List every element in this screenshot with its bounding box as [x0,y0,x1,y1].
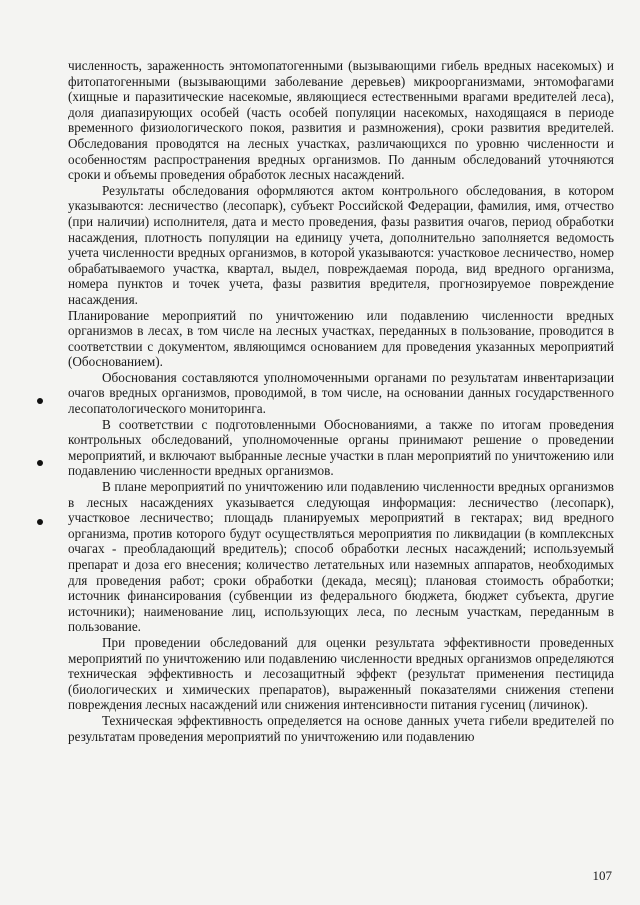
margin-bullet-dot [37,519,43,525]
paragraph: В соответствии с подготовленными Обоснованиями, а также по итогам проведения контрольных обследований, уполномоченные органы принимают решение о проведении мероприятий, и включают выбранные лесные участки в план мероприятий по уничтожению или подавлению численности вредных организмов. [68,416,614,479]
paragraph: Техническая эффективность определяется на основе данных учета гибели вредителей по результатам проведения мероприятий по уничтожению или подавлению [68,712,614,744]
paragraph: Результаты обследования оформляются актом контрольного обследования, в котором указываются: лесничество (лесопарк), субъект Российской Федерации, фамилия, имя, отчество (при наличии) исполнителя, дата и место проведения, фазы развития очагов, период обработки насаждения, плотность популяции на единицу учета, дополнительно заполняется ведомость учета численности вредных организмов, в которой указываются: участковое лесничество, номер обрабатываемого участка, квартал, выдел, повреждаемая порода, вид вредного организма, номера пунктов и точек учета, фазы развития вредителя, прогнозируемое повреждение насаждения. [68,182,614,307]
paragraph: В плане мероприятий по уничтожению или подавлению численности вредных организмов в лесных насаждениях указывается следующая информация: лесничество (лесопарк), участковое лесничество; площадь планируемых мероприятий в гектарах; вид вредного организма, против которого будут осуществляться мероприятия по ликвидации (в комплексных очагах - преобладающий вредитель); способ обработки лесных насаждений; используемый препарат и доза его внесения; количество летательных или наземных аппаратов, необходимых для проведения работ; сроки обработки (декада, месяц); плановая стоимость обработки; источник финансирования (субвенции из федерального бюджета, бюджет субъекта, другие источники); наименование лиц, использующих леса, по лесным участкам, переданным в пользование. [68,479,614,635]
page-number: 107 [592,868,612,883]
paragraph: Планирование мероприятий по уничтожению или подавлению численности вредных организмов в лесах, в том числе на лесных участках, переданных в пользование, проводится в соответствии с документом, являющимся основанием для проведения указанных мероприятий (Обоснованием). [68,307,614,370]
margin-bullet-dot [37,460,43,466]
paragraph: При проведении обследований для оценки результата эффективности проведенных мероприятий по уничтожению или подавлению численности вредных организмов определяются техническая эффективность и лесозащитный эффект (результат применения пестицида (биологических и химических препаратов), выраженный показателями снижения степени повреждения лесных насаждений или снижения интенсивности питания гусениц (личинок). [68,634,614,713]
paragraph: численность, зараженность энтомопатогенными (вызывающими гибель вредных насекомых) и фитопатогенными (вызывающими заболевание деревьев) микроорганизмами, энтомофагами (хищные и паразитические насекомые, являющиеся естественными врагами вредителей леса), доля диапазирующих особей (часть особей популяции насекомых, находящаяся в периоде временного физиологического покоя, развития и размножения), сроки развития вредителей. Обследования проводятся на лесных участках, различающихся по уровню численности и особенностям распространения вредных организмов. По данным обследований уточняются сроки и объемы проведения обработок лесных насаждений. [68,58,614,183]
paragraph: Обоснования составляются уполномоченными органами по результатам инвентаризации очагов вредных организмов, проводимой, в том числе, на основании данных государственного лесопатологического мониторинга. [68,369,614,417]
margin-bullet-dot [37,398,43,404]
document-body [68,58,614,744]
